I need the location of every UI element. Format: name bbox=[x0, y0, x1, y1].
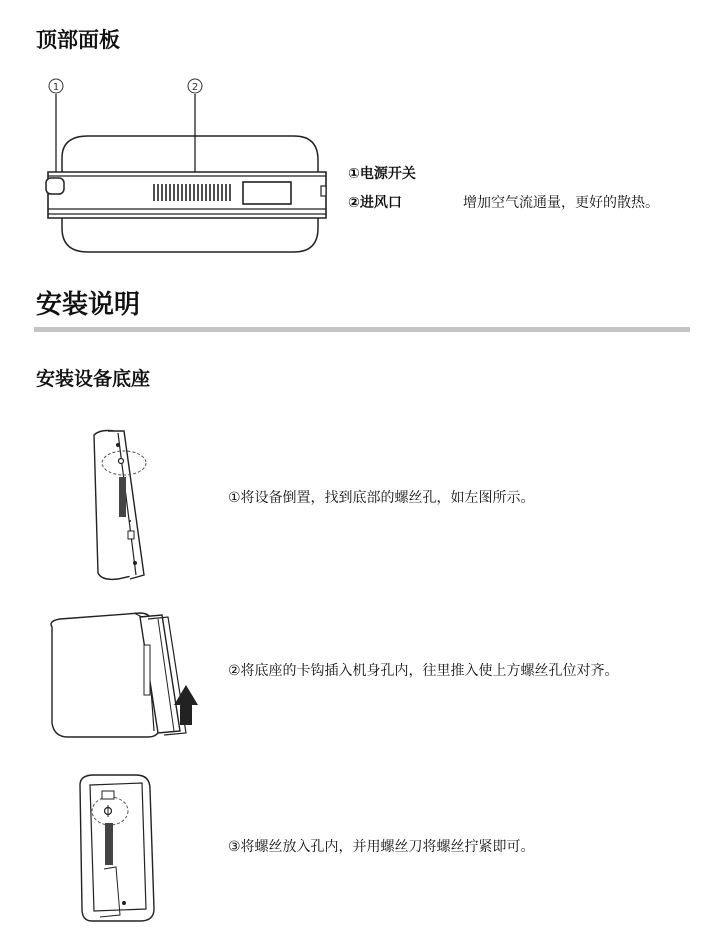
top-panel-diagram bbox=[0, 0, 340, 270]
label-power-switch: ①电源开关 bbox=[348, 166, 416, 182]
power-button-shape bbox=[46, 178, 64, 194]
section-divider bbox=[34, 327, 690, 332]
step1-illustration bbox=[80, 425, 160, 585]
air-vent-description: 增加空气流通量，更好的散热。 bbox=[463, 195, 659, 211]
step-2-text: ②将底座的卡钩插入机身孔内，往里推入使上方螺丝孔位对齐。 bbox=[228, 663, 619, 679]
marker-2: 2 bbox=[191, 82, 199, 93]
step3-illustration bbox=[70, 775, 170, 925]
subsection-title-base: 安装设备底座 bbox=[36, 368, 151, 390]
step-3-text: ③将螺丝放入孔内，并用螺丝刀将螺丝拧紧即可。 bbox=[228, 839, 535, 855]
section-title-top-panel: 顶部面板 bbox=[36, 28, 120, 52]
section-title-installation: 安装说明 bbox=[36, 290, 141, 320]
step-1-text: ①将设备倒置，找到底部的螺丝孔，如左图所示。 bbox=[228, 490, 535, 506]
label-air-vent: ②进风口 bbox=[348, 195, 402, 211]
step2-illustration bbox=[40, 605, 210, 745]
marker-1: 1 bbox=[52, 82, 60, 93]
